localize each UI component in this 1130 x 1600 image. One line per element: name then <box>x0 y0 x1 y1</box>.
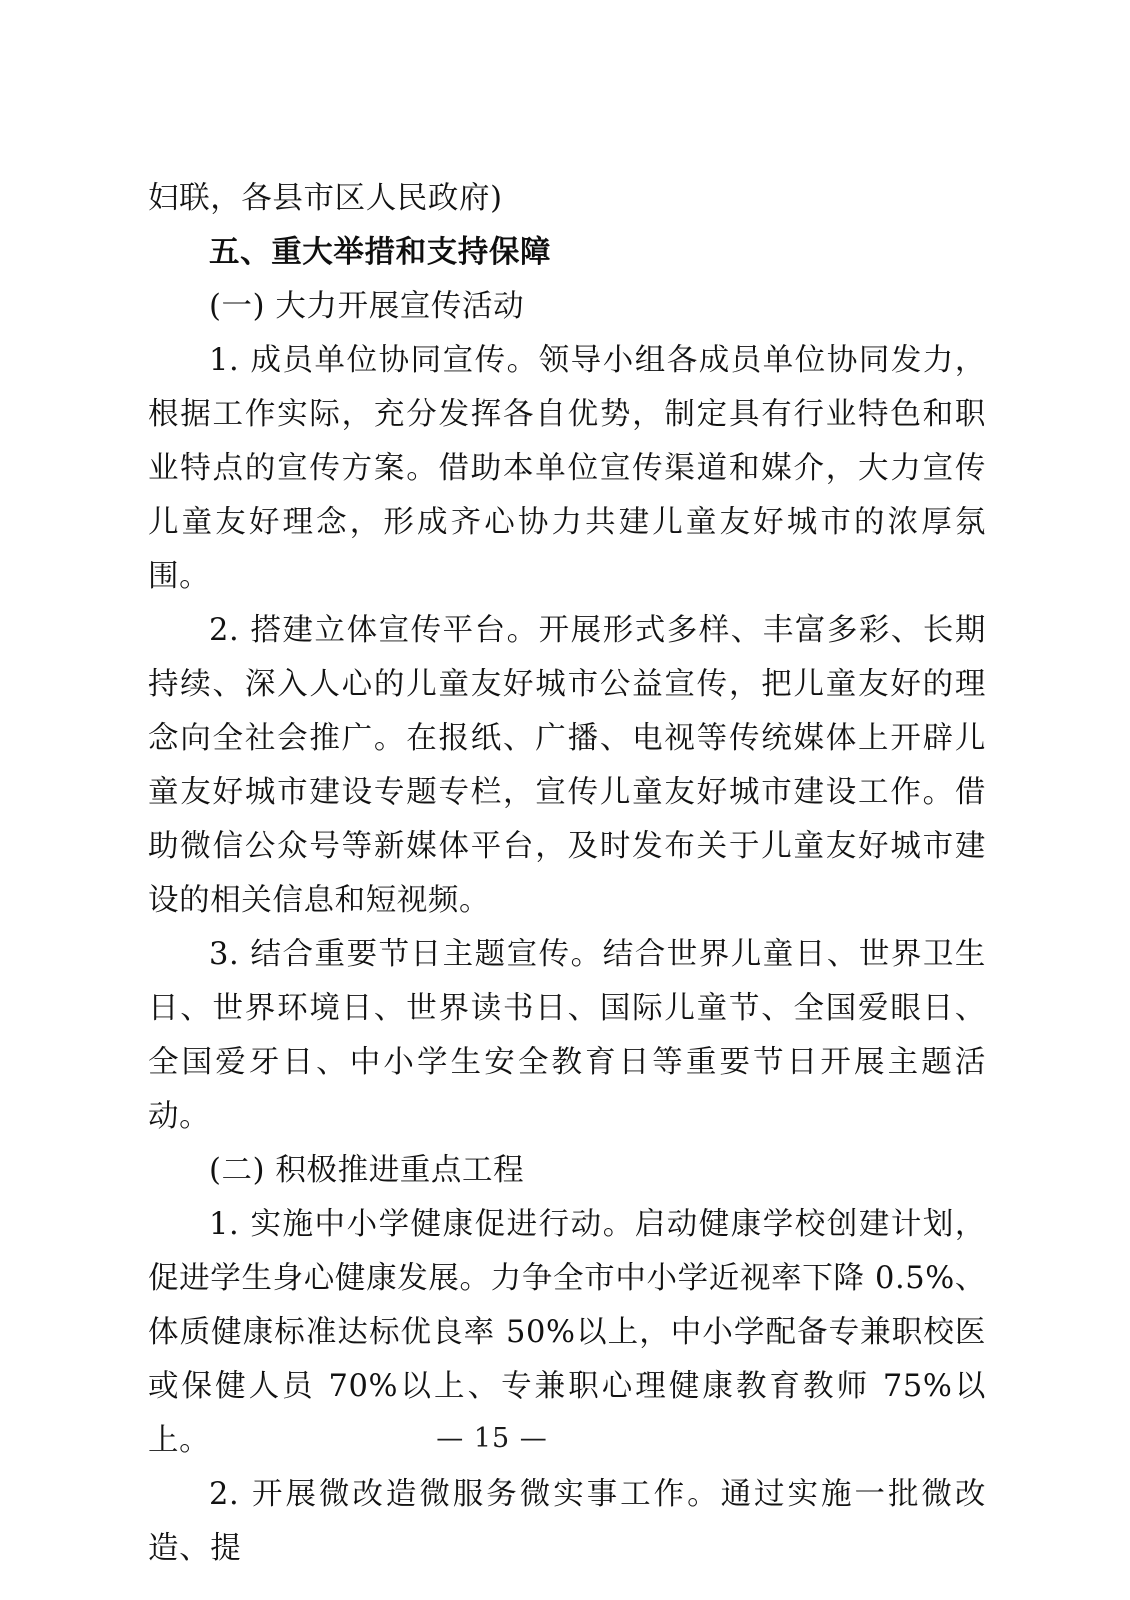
paragraph-item-1-3: 3. 结合重要节日主题宣传。结合世界儿童日、世界卫生日、世界环境日、世界读书日、国际儿童节、全国爱眼日、全国爱牙日、中小学生安全教育日等重要节日开展主题活动。 <box>148 937 986 1134</box>
heading-subsection-one: (一) 大力开展宣传活动 <box>209 289 525 324</box>
paragraph-item-2-2: 2. 开展微改造微服务微实事工作。通过实施一批微改造、提 <box>148 1477 986 1566</box>
paragraph-item-1-1: 1. 成员单位协同宣传。领导小组各成员单位协同发力，根据工作实际，充分发挥各自优势，制定具有行业特色和职业特点的宣传方案。借助本单位宣传渠道和媒介，大力宣传儿童友好理念，形成齐心协力共建儿童友好城市的浓厚氛围。 <box>148 343 986 594</box>
paragraph-continuation: 妇联，各县市区人民政府) <box>148 181 503 216</box>
heading-section-five: 五、重大举措和支持保障 <box>209 235 552 270</box>
paragraph-item-2-1: 1. 实施中小学健康促进行动。启动健康学校创建计划，促进学生身心健康发展。力争全市中小学近视率下降 0.5%、体质健康标准达标优良率 50%以上，中小学配备专兼职校医或保健人员 70%以上、专兼职心理健康教育教师 75%以上。 <box>148 1207 986 1458</box>
page-number: — 15 — <box>436 1423 548 1454</box>
document-body <box>148 172 986 1576</box>
heading-subsection-two: (二) 积极推进重点工程 <box>209 1153 525 1188</box>
paragraph-item-1-2: 2. 搭建立体宣传平台。开展形式多样、丰富多彩、长期持续、深入人心的儿童友好城市公益宣传，把儿童友好的理念向全社会推广。在报纸、广播、电视等传统媒体上开辟儿童友好城市建设专题专栏，宣传儿童友好城市建设工作。借助微信公众号等新媒体平台，及时发布关于儿童友好城市建设的相关信息和短视频。 <box>148 613 986 918</box>
